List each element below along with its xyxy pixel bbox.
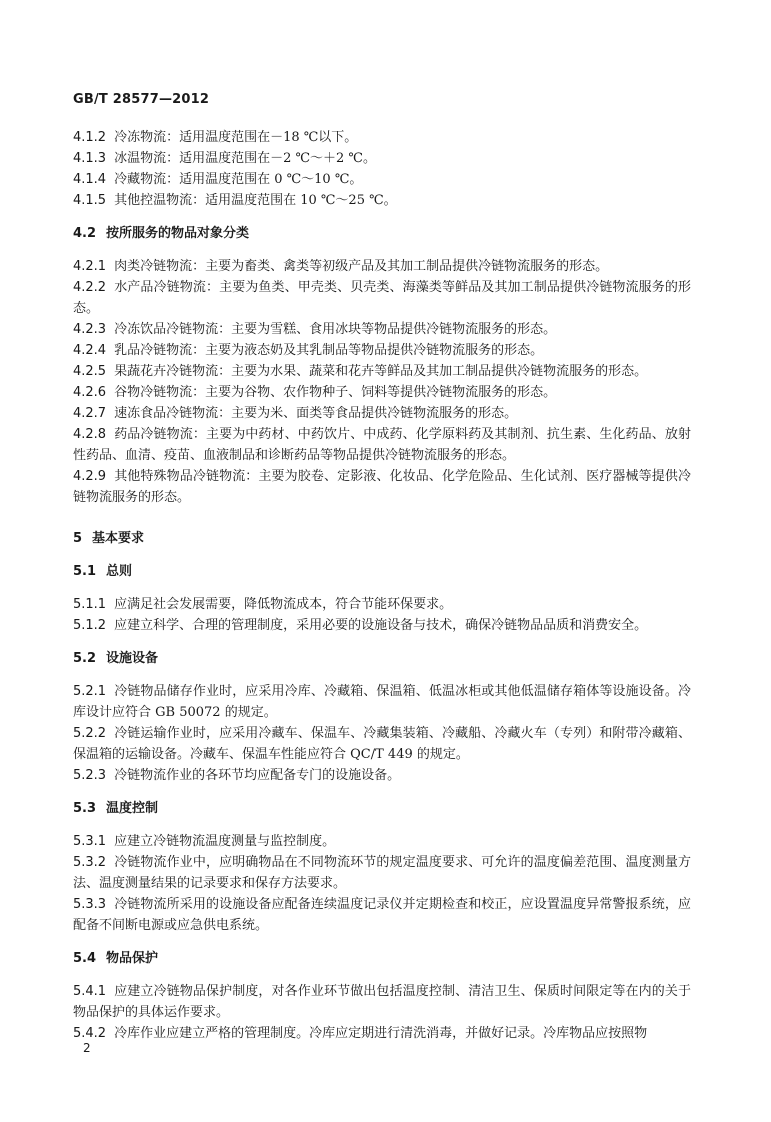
clause-text: 其他特殊物品冷链物流：主要为胶卷、定影液、化妆品、化学危险品、生化试剂、医疗器械等提供冷链物流服务的形态。	[73, 469, 691, 505]
clause-text: 冷链物品储存作业时，应采用冷库、冷藏箱、保温箱、低温冰柜或其他低温储存箱体等设施设备。冷库设计应符合 GB 50072 的规定。	[73, 684, 691, 720]
clause-number: 5	[73, 531, 83, 546]
clause-number: 5.2.2	[73, 726, 107, 741]
clause-paragraph	[73, 256, 691, 277]
clause-paragraph	[73, 382, 691, 403]
clause-text: 肉类冷链物流：主要为畜类、禽类等初级产品及其加工制品提供冷链物流服务的形态。	[114, 259, 609, 274]
clause-number: 4.2.3	[73, 322, 107, 337]
clause-paragraph	[73, 1023, 691, 1044]
document-body	[73, 127, 691, 1044]
spacer	[73, 244, 691, 256]
clause-paragraph	[73, 127, 691, 148]
clause-number: 5.2.3	[73, 768, 107, 783]
clause-text: 果蔬花卉冷链物流：主要为水果、蔬菜和花卉等鲜品及其加工制品提供冷链物流服务的形态。	[114, 364, 648, 379]
clause-text: 温度控制	[106, 801, 159, 816]
clause-text: 总则	[106, 564, 133, 579]
clause-number: 4.2	[73, 226, 97, 241]
clause-paragraph	[73, 340, 691, 361]
clause-number: 4.2.4	[73, 343, 107, 358]
clause-paragraph	[73, 148, 691, 169]
spacer	[73, 508, 691, 528]
spacer	[73, 786, 691, 798]
clause-paragraph	[73, 894, 691, 936]
clause-number: 4.2.1	[73, 259, 107, 274]
clause-text: 冷链运输作业时，应采用冷藏车、保温车、冷藏集装箱、冷藏船、冷藏火车（专列）和附带冷藏箱、保温箱的运输设备。冷藏车、保温车性能应符合 QC/T 449 的规定。	[73, 726, 691, 762]
clause-paragraph	[73, 424, 691, 466]
clause-text: 冷冻饮品冷链物流：主要为雪糕、食用冰块等物品提供冷链物流服务的形态。	[114, 322, 557, 337]
clause-text: 冰温物流：适用温度范围在－2 ℃～＋2 ℃。	[114, 151, 376, 166]
clause-paragraph	[73, 319, 691, 340]
section-heading	[73, 223, 691, 244]
clause-number: 5.3.2	[73, 855, 107, 870]
spacer	[73, 669, 691, 681]
clause-text: 设施设备	[106, 651, 159, 666]
clause-paragraph	[73, 765, 691, 786]
clause-paragraph	[73, 981, 691, 1023]
clause-number: 4.2.5	[73, 364, 107, 379]
clause-number: 5.1.2	[73, 618, 107, 633]
clause-number: 4.1.3	[73, 151, 107, 166]
clause-text: 水产品冷链物流：主要为鱼类、甲壳类、贝壳类、海藻类等鲜品及其加工制品提供冷链物流服务的形态。	[73, 280, 691, 316]
clause-number: 4.1.5	[73, 193, 107, 208]
clause-text: 应满足社会发展需要，降低物流成本，符合节能环保要求。	[114, 597, 453, 612]
clause-text: 按所服务的物品对象分类	[106, 226, 250, 241]
clause-text: 乳品冷链物流：主要为液态奶及其乳制品等物品提供冷链物流服务的形态。	[114, 343, 544, 358]
clause-text: 冷链物流作业中，应明确物品在不同物流环节的规定温度要求、可允许的温度偏差范围、温度测量方法、温度测量结果的记录要求和保存方法要求。	[73, 855, 691, 891]
clause-text: 冷冻物流：适用温度范围在－18 ℃以下。	[114, 130, 358, 145]
clause-text: 冷藏物流：适用温度范围在 0 ℃～10 ℃。	[114, 172, 363, 187]
clause-text: 速冻食品冷链物流：主要为米、面类等食品提供冷链物流服务的形态。	[114, 406, 518, 421]
standard-number: GB/T 28577—2012	[73, 92, 210, 107]
spacer	[73, 582, 691, 594]
clause-text: 冷链物流作业的各环节均应配备专门的设施设备。	[114, 768, 401, 783]
clause-paragraph	[73, 831, 691, 852]
clause-paragraph	[73, 169, 691, 190]
clause-number: 5.3.3	[73, 897, 107, 912]
clause-number: 5.4.2	[73, 1026, 107, 1041]
clause-text: 应建立科学、合理的管理制度，采用必要的设施设备与技术，确保冷链物品品质和消费安全。	[114, 618, 648, 633]
clause-paragraph	[73, 361, 691, 382]
clause-text: 冷库作业应建立严格的管理制度。冷库应定期进行清洗消毒，并做好记录。冷库物品应按照物	[114, 1026, 648, 1041]
clause-text: 冷链物流所采用的设施设备应配备连续温度记录仪并定期检查和校正，应设置温度异常警报系统，应配备不间断电源或应急供电系统。	[73, 897, 691, 933]
section-heading	[73, 948, 691, 969]
clause-number: 5.4	[73, 951, 97, 966]
page-number: 2	[83, 1041, 91, 1055]
clause-number: 4.2.6	[73, 385, 107, 400]
clause-paragraph	[73, 190, 691, 211]
clause-number: 5.3	[73, 801, 97, 816]
spacer	[73, 819, 691, 831]
clause-number: 4.2.7	[73, 406, 107, 421]
clause-text: 基本要求	[92, 531, 145, 546]
clause-paragraph	[73, 466, 691, 508]
clause-paragraph	[73, 403, 691, 424]
clause-text: 应建立冷链物品保护制度，对各作业环节做出包括温度控制、清洁卫生、保质时间限定等在内的关于物品保护的具体运作要求。	[73, 984, 691, 1020]
section-heading	[73, 798, 691, 819]
clause-text: 应建立冷链物流温度测量与监控制度。	[114, 834, 336, 849]
clause-paragraph	[73, 594, 691, 615]
clause-number: 5.3.1	[73, 834, 107, 849]
clause-number: 5.2.1	[73, 684, 107, 699]
spacer	[73, 636, 691, 648]
section-heading	[73, 648, 691, 669]
clause-text: 药品冷链物流：主要为中药材、中药饮片、中成药、化学原料药及其制剂、抗生素、生化药品、放射性药品、血清、疫苗、血液制品和诊断药品等物品提供冷链物流服务的形态。	[73, 427, 691, 463]
spacer	[73, 969, 691, 981]
clause-paragraph	[73, 615, 691, 636]
clause-paragraph	[73, 277, 691, 319]
clause-text: 物品保护	[106, 951, 159, 966]
clause-number: 4.1.4	[73, 172, 107, 187]
spacer	[73, 936, 691, 948]
clause-number: 4.1.2	[73, 130, 107, 145]
clause-paragraph	[73, 681, 691, 723]
clause-number: 4.2.2	[73, 280, 107, 295]
clause-number: 4.2.8	[73, 427, 107, 442]
clause-text: 其他控温物流：适用温度范围在 10 ℃～25 ℃。	[114, 193, 397, 208]
clause-number: 5.4.1	[73, 984, 107, 999]
section-heading	[73, 561, 691, 582]
clause-paragraph	[73, 723, 691, 765]
section-heading	[73, 528, 691, 549]
clause-paragraph	[73, 852, 691, 894]
clause-number: 5.1	[73, 564, 97, 579]
clause-text: 谷物冷链物流：主要为谷物、农作物种子、饲料等提供冷链物流服务的形态。	[114, 385, 557, 400]
clause-number: 4.2.9	[73, 469, 107, 484]
clause-number: 5.1.1	[73, 597, 107, 612]
spacer	[73, 211, 691, 223]
spacer	[73, 549, 691, 561]
clause-number: 5.2	[73, 651, 97, 666]
